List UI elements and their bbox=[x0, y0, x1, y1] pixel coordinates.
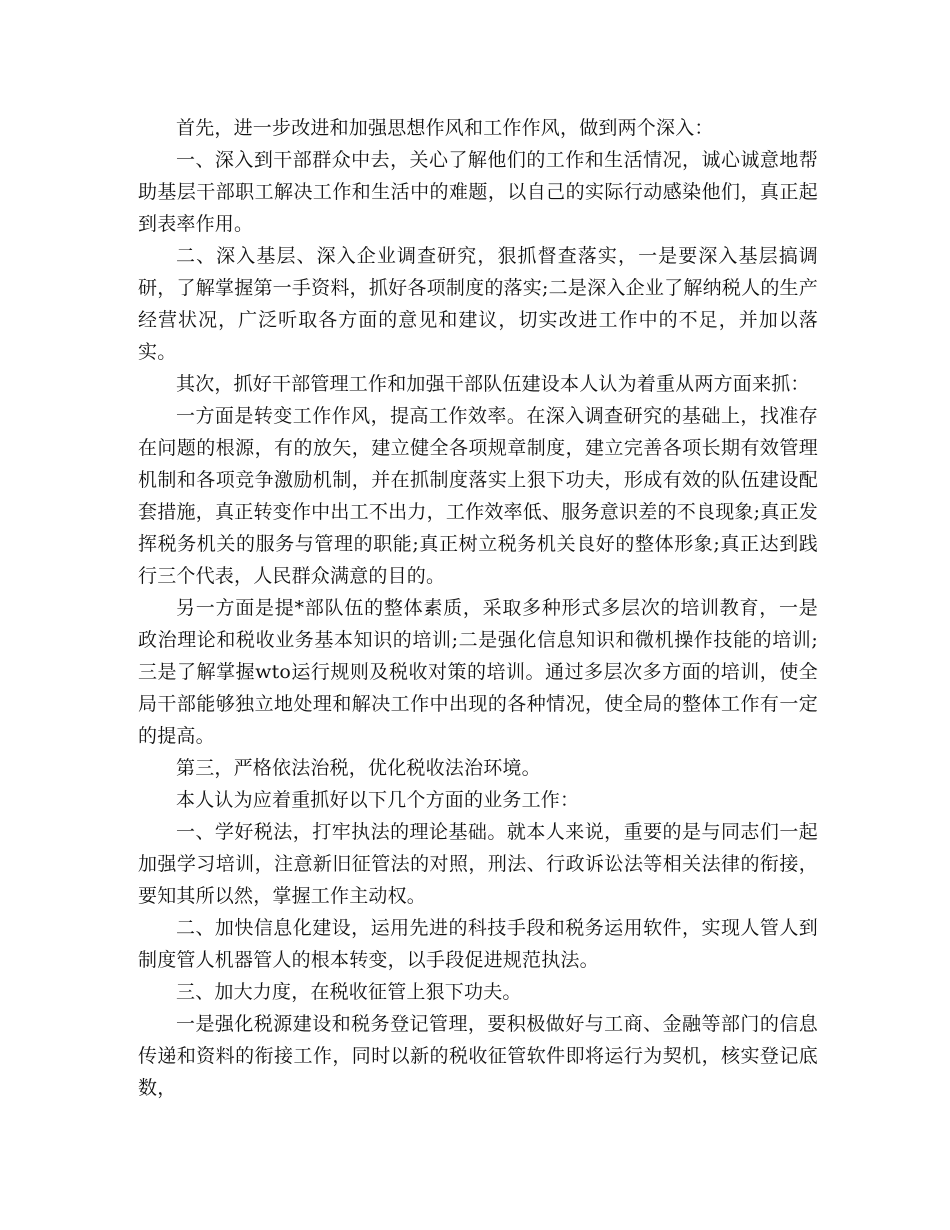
paragraph: 其次，抓好干部管理工作和加强干部队伍建设本人认为着重从两方面来抓： bbox=[176, 373, 810, 395]
paragraph: 另一方面是提*部队伍的整体素质，采取多种形式多层次的培训教育，一是政治理论和税收业务基本知识的培训;二是强化信息知识和微机操作技能的培训;三是了解掌握wto运行规则及税收对策的培训。通过多层次多方面的培训，使全局干部能够独立地处理和解决工作中出现的各种情况，使全局的整体工作有一定的提高。 bbox=[138, 597, 818, 747]
document-body bbox=[138, 112, 818, 1104]
paragraph: 第三，严格依法治税，优化税收法治环境。 bbox=[176, 757, 541, 779]
paragraph: 一是强化税源建设和税务登记管理，要积极做好与工商、金融等部门的信息传递和资料的衔接工作，同时以新的税收征管软件即将运行为契机，核实登记底数， bbox=[138, 1013, 818, 1099]
paragraph: 二、加快信息化建设，运用先进的科技手段和税务运用软件，实现人管人到制度管人机器管人的根本转变，以手段促进规范执法。 bbox=[138, 917, 818, 971]
paragraph: 首先，进一步改进和加强思想作风和工作作风，做到两个深入： bbox=[176, 117, 714, 139]
paragraph: 一、深入到干部群众中去，关心了解他们的工作和生活情况，诚心诚意地帮助基层干部职工解决工作和生活中的难题，以自己的实际行动感染他们，真正起到表率作用。 bbox=[138, 149, 818, 235]
paragraph: 三、加大力度，在税收征管上狠下功夫。 bbox=[176, 981, 522, 1003]
paragraph: 一方面是转变工作作风，提高工作效率。在深入调查研究的基础上，找准存在问题的根源，有的放矢，建立健全各项规章制度，建立完善各项长期有效管理机制和各项竞争激励机制，并在抓制度落实上狠下功夫，形成有效的队伍建设配套措施，真正转变作中出工不出力，工作效率低、服务意识差的不良现象;真正发挥税务机关的服务与管理的职能;真正树立税务机关良好的整体形象;真正达到践行三个代表，人民群众满意的目的。 bbox=[138, 405, 818, 587]
paragraph: 二、深入基层、深入企业调查研究，狠抓督查落实，一是要深入基层搞调研，了解掌握第一手资料，抓好各项制度的落实;二是深入企业了解纳税人的生产经营状况，广泛听取各方面的意见和建议，切实改进工作中的不足，并加以落实。 bbox=[138, 245, 818, 363]
paragraph: 本人认为应着重抓好以下几个方面的业务工作： bbox=[176, 789, 580, 811]
paragraph: 一、学好税法，打牢执法的理论基础。就本人来说，重要的是与同志们一起加强学习培训，注意新旧征管法的对照，刑法、行政诉讼法等相关法律的衔接，要知其所以然，掌握工作主动权。 bbox=[138, 821, 818, 907]
